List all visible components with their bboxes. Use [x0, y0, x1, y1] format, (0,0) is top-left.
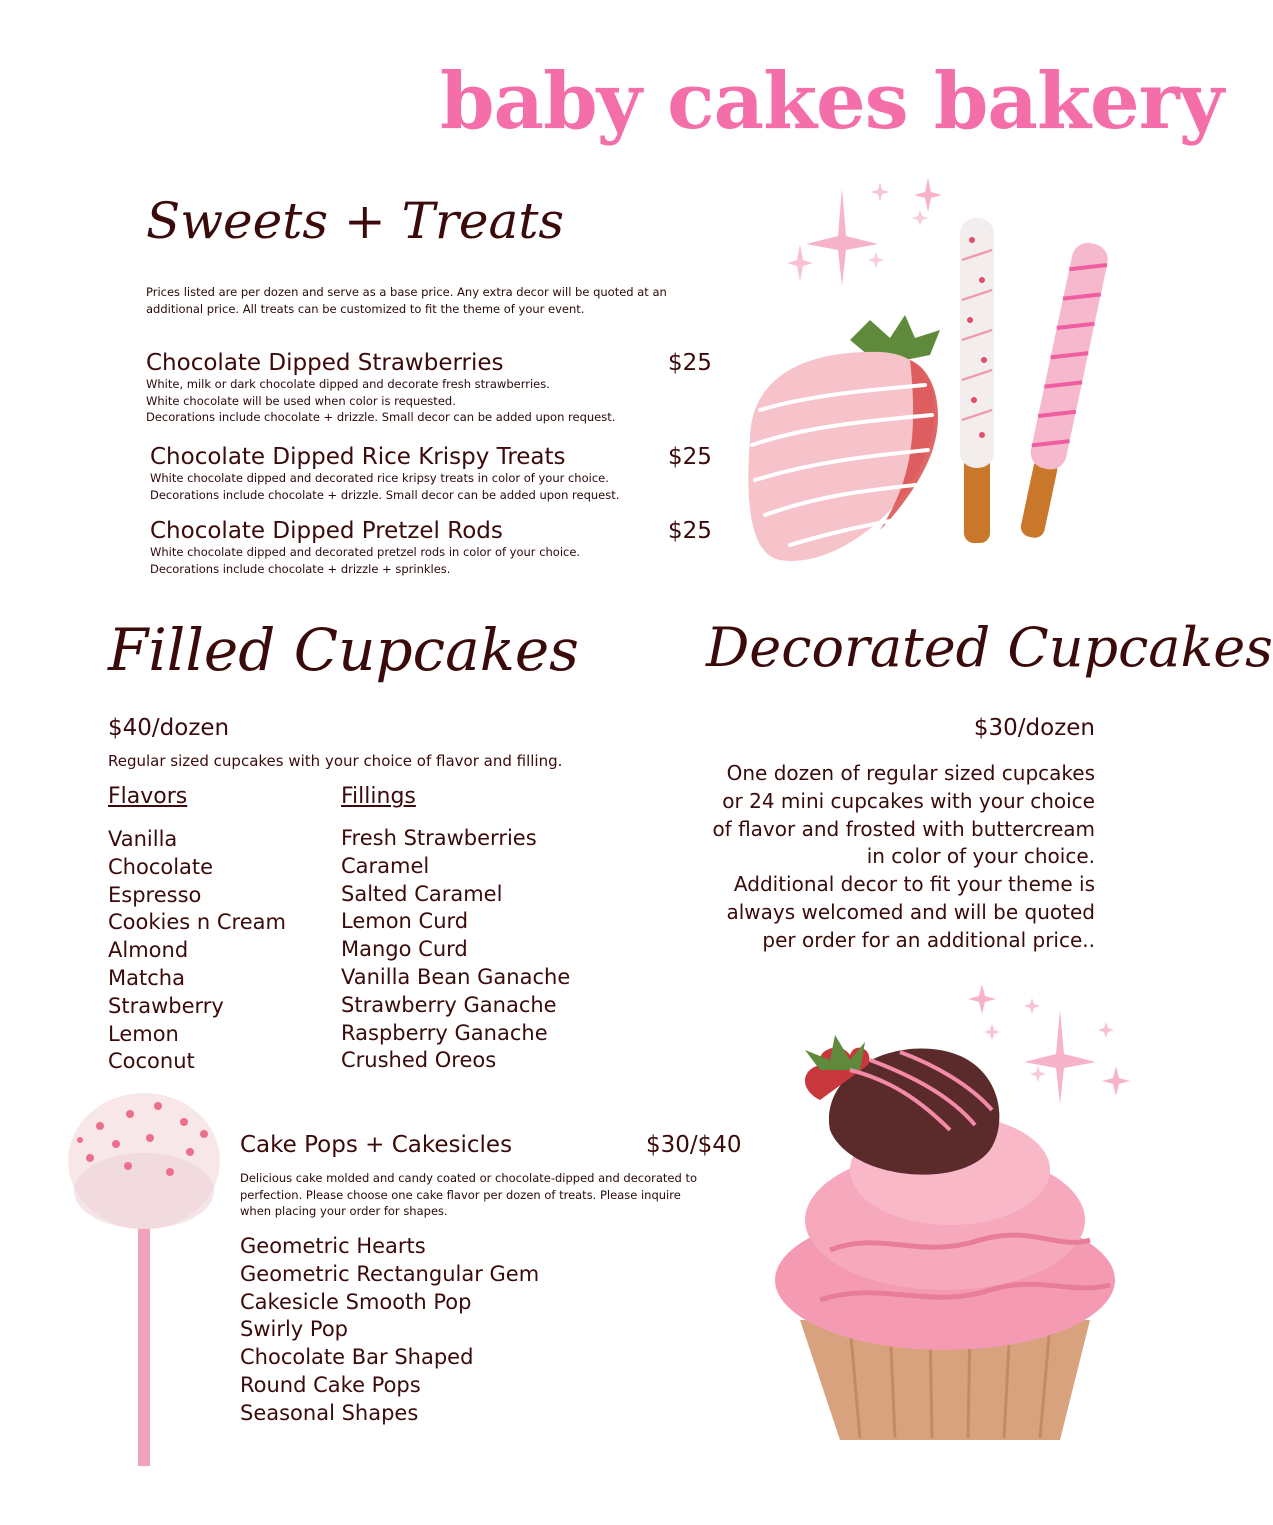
strawberry-illustration — [748, 315, 940, 561]
filled-price: $40/dozen — [108, 715, 230, 741]
list-item: Strawberry — [108, 993, 224, 1018]
list-item: Lemon — [108, 1021, 179, 1046]
filled-heading: Filled Cupcakes — [108, 616, 579, 684]
list-item: Crushed Oreos — [341, 1048, 497, 1073]
list-item: Matcha — [108, 965, 185, 990]
item-price: $25 — [668, 350, 712, 376]
desc-line: Decorations include chocolate + drizzle. Small decor can be added upon request. — [150, 487, 620, 502]
cakepops-price: $30/$40 — [646, 1132, 742, 1158]
menu-item-strawberries — [146, 350, 716, 426]
list-item: Geometric Hearts — [240, 1234, 426, 1258]
list-item: Cakesicle Smooth Pop — [240, 1289, 472, 1314]
item-title: Chocolate Dipped Pretzel Rods — [150, 518, 503, 544]
decorated-price: $30/dozen — [973, 715, 1095, 741]
list-item: Espresso — [108, 882, 202, 907]
desc-line: White chocolate will be used when color is requested. — [146, 393, 456, 408]
sparkle-icon — [968, 984, 1130, 1104]
flavors-list — [108, 826, 286, 1076]
sweets-heading: Sweets + Treats — [146, 192, 565, 250]
desc-line: always welcomed and will be quoted — [726, 899, 1095, 924]
list-item: Strawberry Ganache — [341, 992, 557, 1017]
decorated-desc — [655, 760, 1095, 955]
desc-line: of flavor and frosted with buttercream — [712, 816, 1095, 841]
sweets-note-line: additional price. All treats can be customized to fit the theme of your event. — [146, 302, 585, 316]
desc-line: in color of your choice. — [866, 844, 1095, 869]
desc-line: when placing your order for shapes. — [240, 1204, 448, 1219]
desc-line: perfection. Please choose one cake flavor per dozen of treats. Please inquire — [240, 1187, 681, 1202]
list-item: Chocolate — [108, 854, 214, 879]
list-item: Fresh Strawberries — [341, 826, 537, 850]
list-item: Mango Curd — [341, 937, 468, 962]
cakepops-title: Cake Pops + Cakesicles — [240, 1132, 513, 1158]
list-item: Almond — [108, 938, 189, 963]
sweets-note-line: Prices listed are per dozen and serve as a base price. Any extra decor will be quoted at an — [146, 285, 667, 299]
list-item: Lemon Curd — [341, 909, 469, 934]
list-item: Chocolate Bar Shaped — [240, 1345, 474, 1370]
cake-pop-illustration — [60, 1096, 230, 1466]
brand-title: baby cakes bakery — [440, 56, 1224, 147]
decorated-heading: Decorated Cupcakes — [706, 616, 1273, 679]
cakepops-section — [240, 1132, 750, 1220]
desc-line: Decorations include chocolate + drizzle. Small decor can be added upon request. — [146, 410, 616, 425]
desc-line: White chocolate dipped and decorated rice kripsy treats in color of your choice. — [150, 471, 609, 485]
list-item: Geometric Rectangular Gem — [240, 1261, 540, 1286]
fillings-list — [341, 825, 570, 1075]
desc-line: or 24 mini cupcakes with your choice — [722, 788, 1095, 813]
list-item: Cookies n Cream — [108, 910, 286, 935]
cakepops-desc — [240, 1170, 750, 1220]
list-item: Seasonal Shapes — [240, 1400, 419, 1425]
list-item: Vanilla Bean Ganache — [341, 964, 571, 989]
item-desc — [146, 376, 716, 426]
desc-line: White chocolate dipped and decorated pretzel rods in color of your choice. — [150, 545, 581, 559]
desc-line: One dozen of regular sized cupcakes — [726, 761, 1095, 785]
cupcake-illustration — [775, 1035, 1115, 1440]
fillings-heading: Fillings — [341, 784, 416, 809]
item-title: Chocolate Dipped Strawberries — [146, 350, 504, 376]
desc-line: White, milk or dark chocolate dipped and decorate fresh strawberries. — [146, 377, 550, 391]
list-item: Raspberry Ganache — [341, 1020, 548, 1045]
desc-line: Delicious cake molded and candy coated or chocolate-dipped and decorated to — [240, 1171, 697, 1185]
desc-line: Additional decor to fit your theme is — [733, 872, 1095, 897]
list-item: Salted Caramel — [341, 881, 503, 906]
list-item: Round Cake Pops — [240, 1372, 421, 1397]
flavors-heading: Flavors — [108, 784, 188, 809]
item-price: $25 — [668, 444, 712, 470]
sweets-note — [146, 284, 706, 318]
item-desc — [150, 544, 716, 577]
item-desc — [150, 470, 716, 503]
sparkle-icon — [787, 178, 942, 286]
menu-item-rice-krispy — [150, 444, 716, 503]
cupcake-illustration-wrapper — [760, 980, 1150, 1460]
shapes-list — [240, 1233, 539, 1428]
list-item: Swirly Pop — [240, 1317, 349, 1342]
filled-desc: Regular sized cupcakes with your choice of flavor and filling. — [108, 752, 563, 770]
strawberry-pretzel-illustration — [730, 170, 1150, 590]
list-item: Coconut — [108, 1049, 195, 1074]
pretzel-rods-illustration — [960, 218, 1111, 543]
list-item: Vanilla — [108, 827, 178, 851]
menu-item-pretzel-rods — [150, 518, 716, 577]
item-price: $25 — [668, 518, 712, 544]
desc-line: per order for an additional price.. — [762, 927, 1095, 952]
item-title: Chocolate Dipped Rice Krispy Treats — [150, 444, 566, 470]
list-item: Caramel — [341, 853, 430, 878]
desc-line: Decorations include chocolate + drizzle + sprinkles. — [150, 561, 451, 576]
